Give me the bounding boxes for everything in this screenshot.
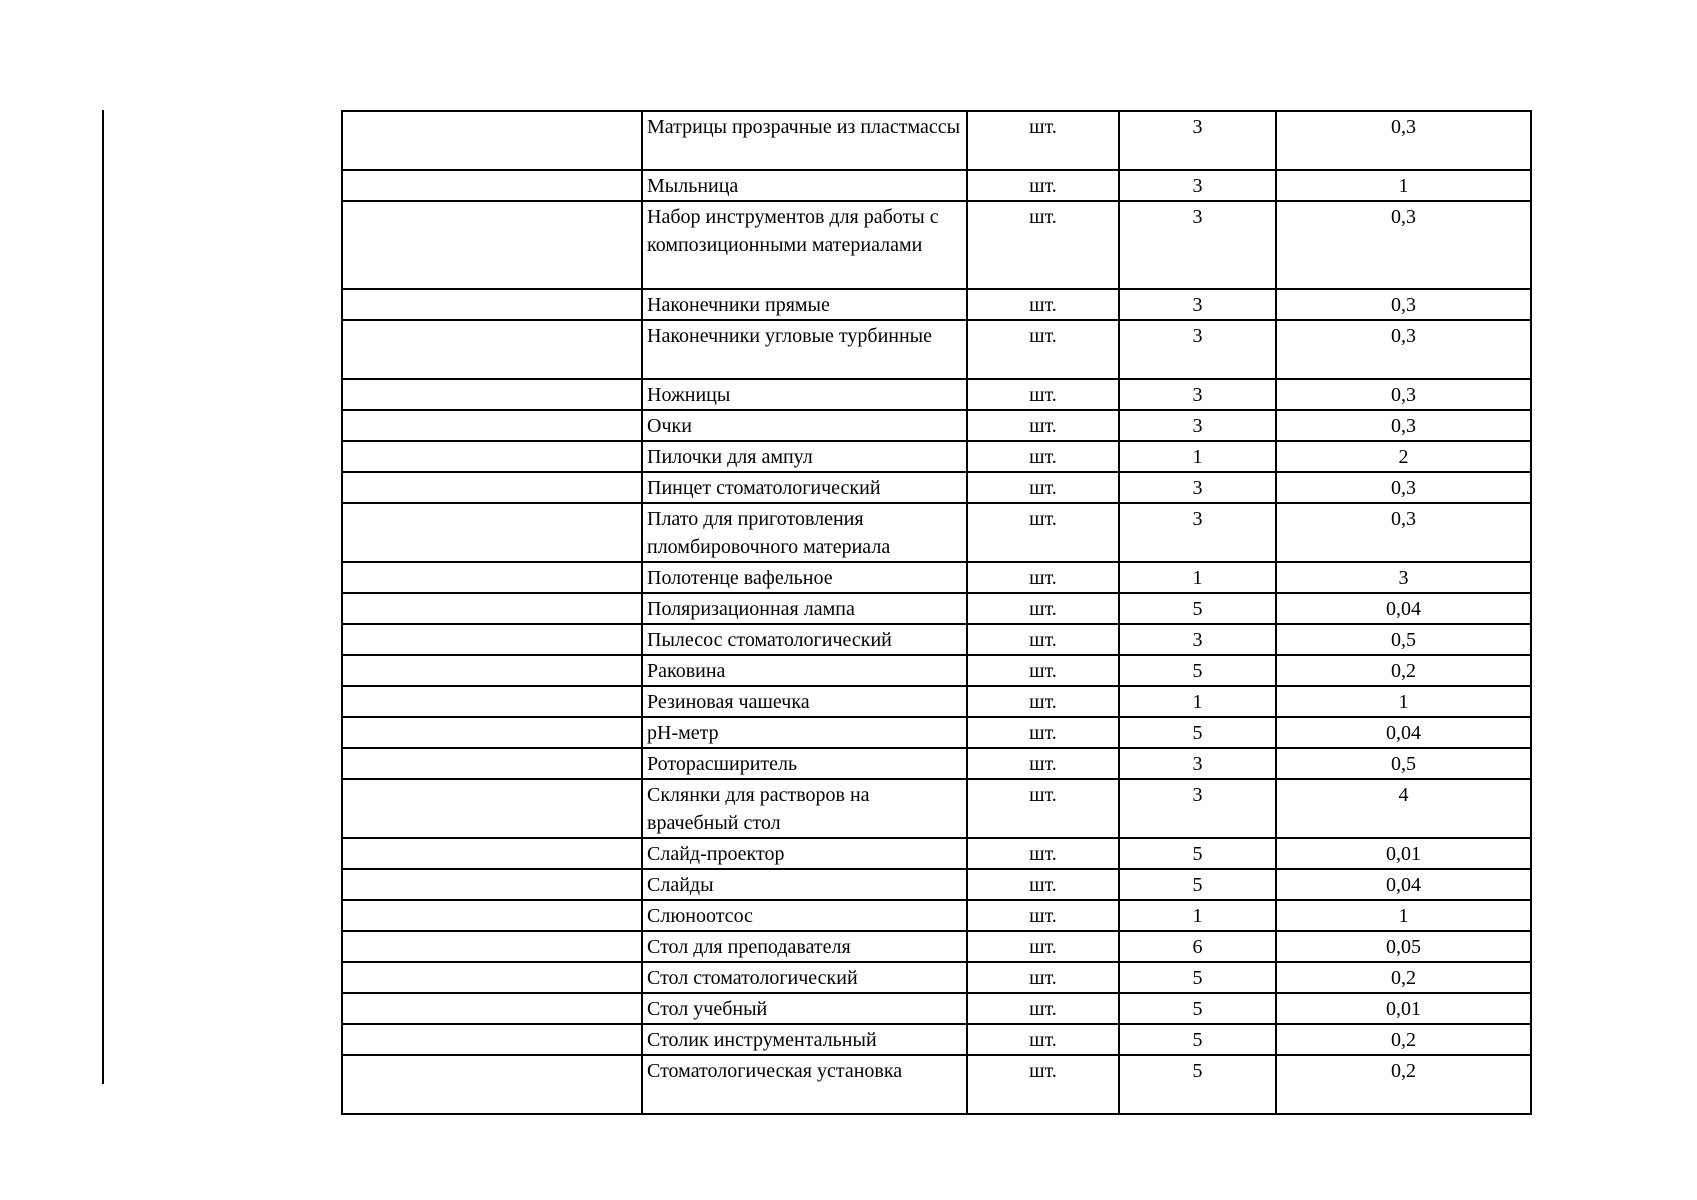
unit-cell: шт. bbox=[967, 379, 1119, 410]
empty-cell bbox=[342, 289, 642, 320]
unit-cell: шт. bbox=[967, 686, 1119, 717]
item-name-cell: Слайд-проектор bbox=[642, 838, 967, 869]
quantity-cell: 5 bbox=[1119, 993, 1276, 1024]
unit-cell: шт. bbox=[967, 111, 1119, 170]
table-row bbox=[342, 472, 1531, 503]
item-name-cell: Столик инструментальный bbox=[642, 1024, 967, 1055]
empty-cell bbox=[342, 593, 642, 624]
unit-cell: шт. bbox=[967, 869, 1119, 900]
coefficient-cell: 2 bbox=[1276, 441, 1531, 472]
empty-cell bbox=[342, 962, 642, 993]
empty-cell bbox=[342, 838, 642, 869]
unit-cell: шт. bbox=[967, 624, 1119, 655]
coefficient-cell: 0,5 bbox=[1276, 624, 1531, 655]
unit-cell: шт. bbox=[967, 779, 1119, 838]
table-row bbox=[342, 748, 1531, 779]
quantity-cell: 3 bbox=[1119, 289, 1276, 320]
empty-cell bbox=[342, 441, 642, 472]
unit-cell: шт. bbox=[967, 1055, 1119, 1114]
item-name-cell: Плато для приготовления пломбировочного материала bbox=[642, 503, 967, 562]
empty-cell bbox=[342, 320, 642, 379]
unit-cell: шт. bbox=[967, 441, 1119, 472]
unit-cell: шт. bbox=[967, 289, 1119, 320]
item-name-cell: Пилочки для ампул bbox=[642, 441, 967, 472]
empty-cell bbox=[342, 686, 642, 717]
quantity-cell: 3 bbox=[1119, 410, 1276, 441]
unit-cell: шт. bbox=[967, 748, 1119, 779]
coefficient-cell: 0,2 bbox=[1276, 655, 1531, 686]
unit-cell: шт. bbox=[967, 503, 1119, 562]
coefficient-cell: 0,3 bbox=[1276, 410, 1531, 441]
coefficient-cell: 0,04 bbox=[1276, 717, 1531, 748]
table-row bbox=[342, 441, 1531, 472]
empty-cell bbox=[342, 170, 642, 201]
coefficient-cell: 0,04 bbox=[1276, 593, 1531, 624]
coefficient-cell: 0,5 bbox=[1276, 748, 1531, 779]
item-name-cell: Стоматологическая установка bbox=[642, 1055, 967, 1114]
item-name-cell: Ножницы bbox=[642, 379, 967, 410]
quantity-cell: 5 bbox=[1119, 1024, 1276, 1055]
coefficient-cell: 1 bbox=[1276, 170, 1531, 201]
empty-cell bbox=[342, 717, 642, 748]
empty-cell bbox=[342, 993, 642, 1024]
quantity-cell: 5 bbox=[1119, 655, 1276, 686]
empty-cell bbox=[342, 201, 642, 289]
table-row bbox=[342, 869, 1531, 900]
quantity-cell: 3 bbox=[1119, 170, 1276, 201]
item-name-cell: Наконечники прямые bbox=[642, 289, 967, 320]
table-row bbox=[342, 779, 1531, 838]
table-row bbox=[342, 562, 1531, 593]
unit-cell: шт. bbox=[967, 962, 1119, 993]
table-row bbox=[342, 655, 1531, 686]
quantity-cell: 3 bbox=[1119, 472, 1276, 503]
quantity-cell: 3 bbox=[1119, 748, 1276, 779]
quantity-cell: 3 bbox=[1119, 201, 1276, 289]
quantity-cell: 5 bbox=[1119, 962, 1276, 993]
item-name-cell: Пылесос стоматологический bbox=[642, 624, 967, 655]
table-row bbox=[342, 931, 1531, 962]
unit-cell: шт. bbox=[967, 472, 1119, 503]
left-margin-rule bbox=[102, 110, 104, 1084]
empty-cell bbox=[342, 779, 642, 838]
table-row bbox=[342, 838, 1531, 869]
item-name-cell: Очки bbox=[642, 410, 967, 441]
coefficient-cell: 4 bbox=[1276, 779, 1531, 838]
empty-cell bbox=[342, 931, 642, 962]
item-name-cell: Стол для преподавателя bbox=[642, 931, 967, 962]
quantity-cell: 5 bbox=[1119, 717, 1276, 748]
item-name-cell: Слайды bbox=[642, 869, 967, 900]
empty-cell bbox=[342, 624, 642, 655]
empty-cell bbox=[342, 748, 642, 779]
table-row bbox=[342, 170, 1531, 201]
quantity-cell: 5 bbox=[1119, 838, 1276, 869]
item-name-cell: pH-метр bbox=[642, 717, 967, 748]
quantity-cell: 5 bbox=[1119, 593, 1276, 624]
table-row bbox=[342, 624, 1531, 655]
table-row bbox=[342, 111, 1531, 170]
empty-cell bbox=[342, 472, 642, 503]
unit-cell: шт. bbox=[967, 931, 1119, 962]
quantity-cell: 5 bbox=[1119, 1055, 1276, 1114]
item-name-cell: Стол учебный bbox=[642, 993, 967, 1024]
table-row bbox=[342, 1055, 1531, 1114]
coefficient-cell: 0,01 bbox=[1276, 993, 1531, 1024]
coefficient-cell: 3 bbox=[1276, 562, 1531, 593]
quantity-cell: 3 bbox=[1119, 779, 1276, 838]
empty-cell bbox=[342, 503, 642, 562]
coefficient-cell: 1 bbox=[1276, 900, 1531, 931]
coefficient-cell: 1 bbox=[1276, 686, 1531, 717]
quantity-cell: 1 bbox=[1119, 441, 1276, 472]
unit-cell: шт. bbox=[967, 655, 1119, 686]
table-row bbox=[342, 1024, 1531, 1055]
unit-cell: шт. bbox=[967, 1024, 1119, 1055]
table-row bbox=[342, 593, 1531, 624]
quantity-cell: 3 bbox=[1119, 379, 1276, 410]
empty-cell bbox=[342, 410, 642, 441]
quantity-cell: 6 bbox=[1119, 931, 1276, 962]
item-name-cell: Матрицы прозрачные из пластмассы bbox=[642, 111, 967, 170]
table-row bbox=[342, 503, 1531, 562]
equipment-table-body bbox=[342, 111, 1531, 1114]
unit-cell: шт. bbox=[967, 201, 1119, 289]
quantity-cell: 1 bbox=[1119, 900, 1276, 931]
coefficient-cell: 0,2 bbox=[1276, 1024, 1531, 1055]
unit-cell: шт. bbox=[967, 320, 1119, 379]
quantity-cell: 3 bbox=[1119, 320, 1276, 379]
item-name-cell: Наконечники угловые турбинные bbox=[642, 320, 967, 379]
empty-cell bbox=[342, 1024, 642, 1055]
empty-cell bbox=[342, 869, 642, 900]
unit-cell: шт. bbox=[967, 993, 1119, 1024]
item-name-cell: Полотенце вафельное bbox=[642, 562, 967, 593]
empty-cell bbox=[342, 111, 642, 170]
item-name-cell: Резиновая чашечка bbox=[642, 686, 967, 717]
quantity-cell: 5 bbox=[1119, 869, 1276, 900]
item-name-cell: Поляризационная лампа bbox=[642, 593, 967, 624]
unit-cell: шт. bbox=[967, 410, 1119, 441]
table-row bbox=[342, 900, 1531, 931]
item-name-cell: Роторасширитель bbox=[642, 748, 967, 779]
coefficient-cell: 0,04 bbox=[1276, 869, 1531, 900]
unit-cell: шт. bbox=[967, 562, 1119, 593]
item-name-cell: Стол стоматологический bbox=[642, 962, 967, 993]
coefficient-cell: 0,01 bbox=[1276, 838, 1531, 869]
coefficient-cell: 0,05 bbox=[1276, 931, 1531, 962]
table-row bbox=[342, 993, 1531, 1024]
coefficient-cell: 0,3 bbox=[1276, 379, 1531, 410]
empty-cell bbox=[342, 562, 642, 593]
coefficient-cell: 0,3 bbox=[1276, 111, 1531, 170]
unit-cell: шт. bbox=[967, 593, 1119, 624]
table-row bbox=[342, 201, 1531, 289]
item-name-cell: Склянки для растворов на врачебный стол bbox=[642, 779, 967, 838]
item-name-cell: Слюноотсос bbox=[642, 900, 967, 931]
table-row bbox=[342, 379, 1531, 410]
quantity-cell: 3 bbox=[1119, 624, 1276, 655]
item-name-cell: Мыльница bbox=[642, 170, 967, 201]
equipment-table bbox=[341, 110, 1532, 1115]
table-row bbox=[342, 962, 1531, 993]
unit-cell: шт. bbox=[967, 170, 1119, 201]
coefficient-cell: 0,2 bbox=[1276, 1055, 1531, 1114]
empty-cell bbox=[342, 379, 642, 410]
unit-cell: шт. bbox=[967, 838, 1119, 869]
table-row bbox=[342, 289, 1531, 320]
coefficient-cell: 0,3 bbox=[1276, 201, 1531, 289]
item-name-cell: Набор инструментов для работы с композиционными материалами bbox=[642, 201, 967, 289]
quantity-cell: 1 bbox=[1119, 562, 1276, 593]
item-name-cell: Раковина bbox=[642, 655, 967, 686]
empty-cell bbox=[342, 900, 642, 931]
table-row bbox=[342, 717, 1531, 748]
coefficient-cell: 0,2 bbox=[1276, 962, 1531, 993]
coefficient-cell: 0,3 bbox=[1276, 472, 1531, 503]
table-row bbox=[342, 686, 1531, 717]
empty-cell bbox=[342, 655, 642, 686]
item-name-cell: Пинцет стоматологический bbox=[642, 472, 967, 503]
quantity-cell: 3 bbox=[1119, 503, 1276, 562]
coefficient-cell: 0,3 bbox=[1276, 503, 1531, 562]
quantity-cell: 1 bbox=[1119, 686, 1276, 717]
coefficient-cell: 0,3 bbox=[1276, 289, 1531, 320]
table-row bbox=[342, 320, 1531, 379]
table-row bbox=[342, 410, 1531, 441]
unit-cell: шт. bbox=[967, 717, 1119, 748]
coefficient-cell: 0,3 bbox=[1276, 320, 1531, 379]
empty-cell bbox=[342, 1055, 642, 1114]
unit-cell: шт. bbox=[967, 900, 1119, 931]
quantity-cell: 3 bbox=[1119, 111, 1276, 170]
